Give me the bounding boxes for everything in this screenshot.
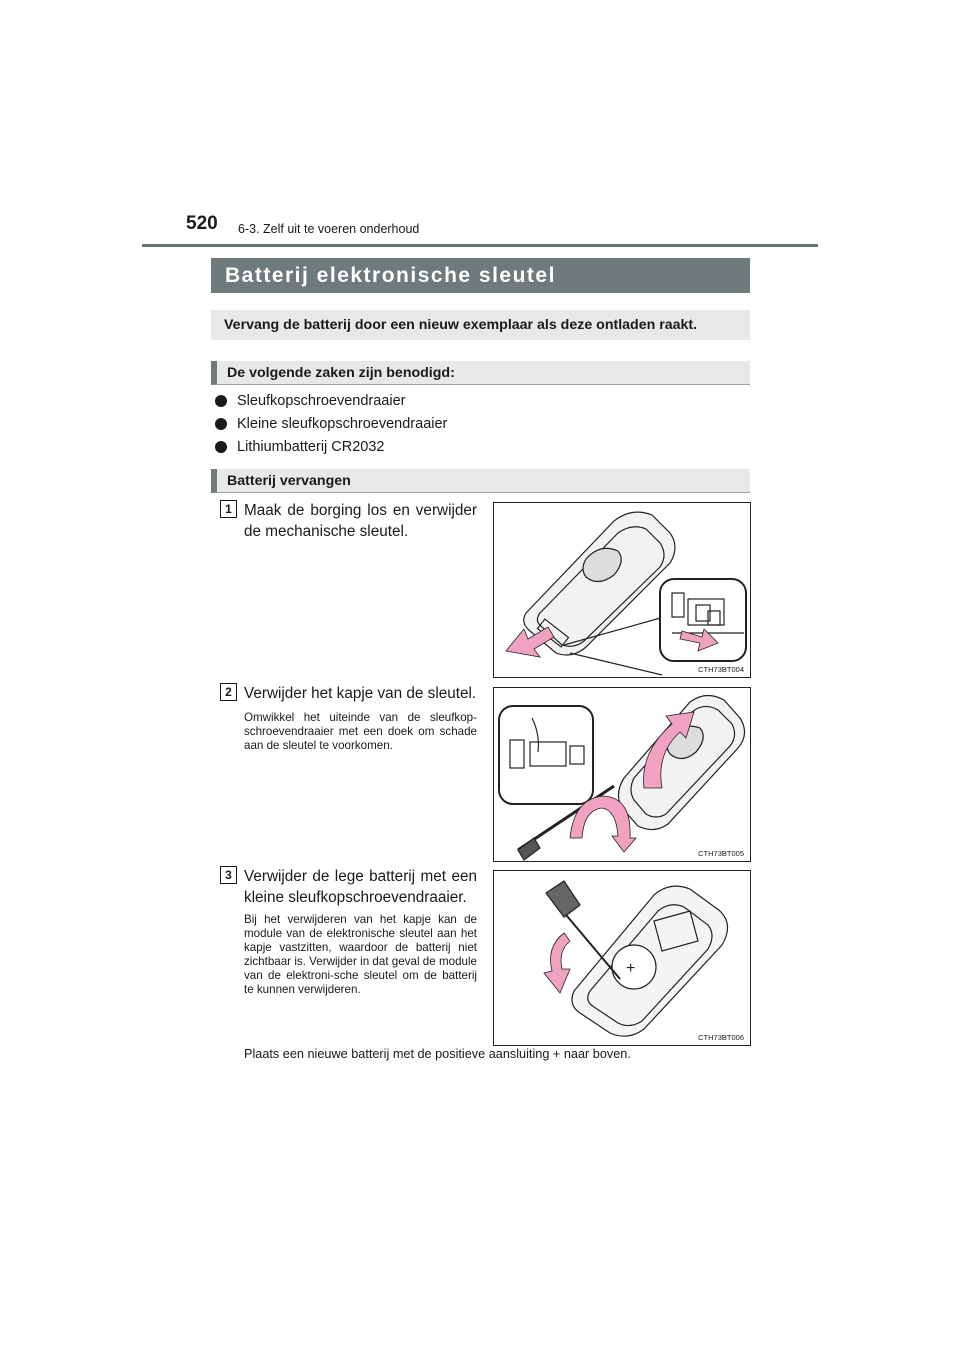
step-3-text: Verwijder de lege batterij met een kleine sleufkopschroevendraaier. (244, 868, 477, 906)
needed-list (213, 389, 447, 458)
step-1-number: 1 (220, 500, 237, 518)
svg-text:+: + (626, 960, 636, 977)
figure-step-2 (493, 687, 751, 862)
replace-heading: Batterij vervangen (211, 469, 750, 493)
chapter-heading: 6-3. Zelf uit te voeren onderhoud (238, 222, 420, 236)
section-title-bar (211, 258, 750, 293)
closing-instruction: Plaats een nieuwe batterij met de positieve aansluiting + naar boven. (244, 1047, 631, 1061)
list-item: Lithiumbatterij CR2032 (213, 435, 447, 458)
figure-code: CTH73BT006 (698, 1033, 744, 1042)
remove-battery-illustration (494, 871, 750, 1045)
needed-heading: De volgende zaken zijn benodigd: (211, 361, 750, 385)
step-1-text: Maak de borging los en verwijder de mechanische sleutel. (244, 502, 477, 540)
step-2-text: Verwijder het kapje van de sleutel. (244, 685, 477, 702)
page-number: 520 (186, 213, 218, 234)
remove-cover-illustration (494, 688, 750, 861)
section-title: Batterij elektronische sleutel (225, 263, 556, 287)
bullet-icon (215, 418, 227, 430)
step-2-number: 2 (220, 683, 237, 701)
figure-step-3 (493, 870, 751, 1046)
step-2-note: Omwikkel het uiteinde van de sleufkop-schroevendraaier met een doek om schade aan de sleutel te voorkomen. (244, 711, 477, 752)
figure-step-1 (493, 502, 751, 678)
list-item: Sleufkopschroevendraaier (213, 389, 447, 412)
figure-code: CTH73BT004 (698, 665, 744, 674)
figure-code: CTH73BT005 (698, 849, 744, 858)
step-3-note: Bij het verwijderen van het kapje kan de module van de elektronische sleutel aan het kapje vastzitten, waardoor de batterij niet zichtbaar is. Verwijder in dat geval de module van de elektroni-sche sleutel om de batterij te kunnen verwijderen. (244, 913, 477, 996)
list-item: Kleine sleufkopschroevendraaier (213, 412, 447, 435)
intro-box: Vervang de batterij door een nieuw exemplaar als deze ontladen raakt. (211, 310, 750, 340)
bullet-icon (215, 441, 227, 453)
key-fob-unlock-illustration (494, 503, 750, 677)
header-rule (142, 244, 818, 247)
step-3-number: 3 (220, 866, 237, 884)
bullet-icon (215, 395, 227, 407)
